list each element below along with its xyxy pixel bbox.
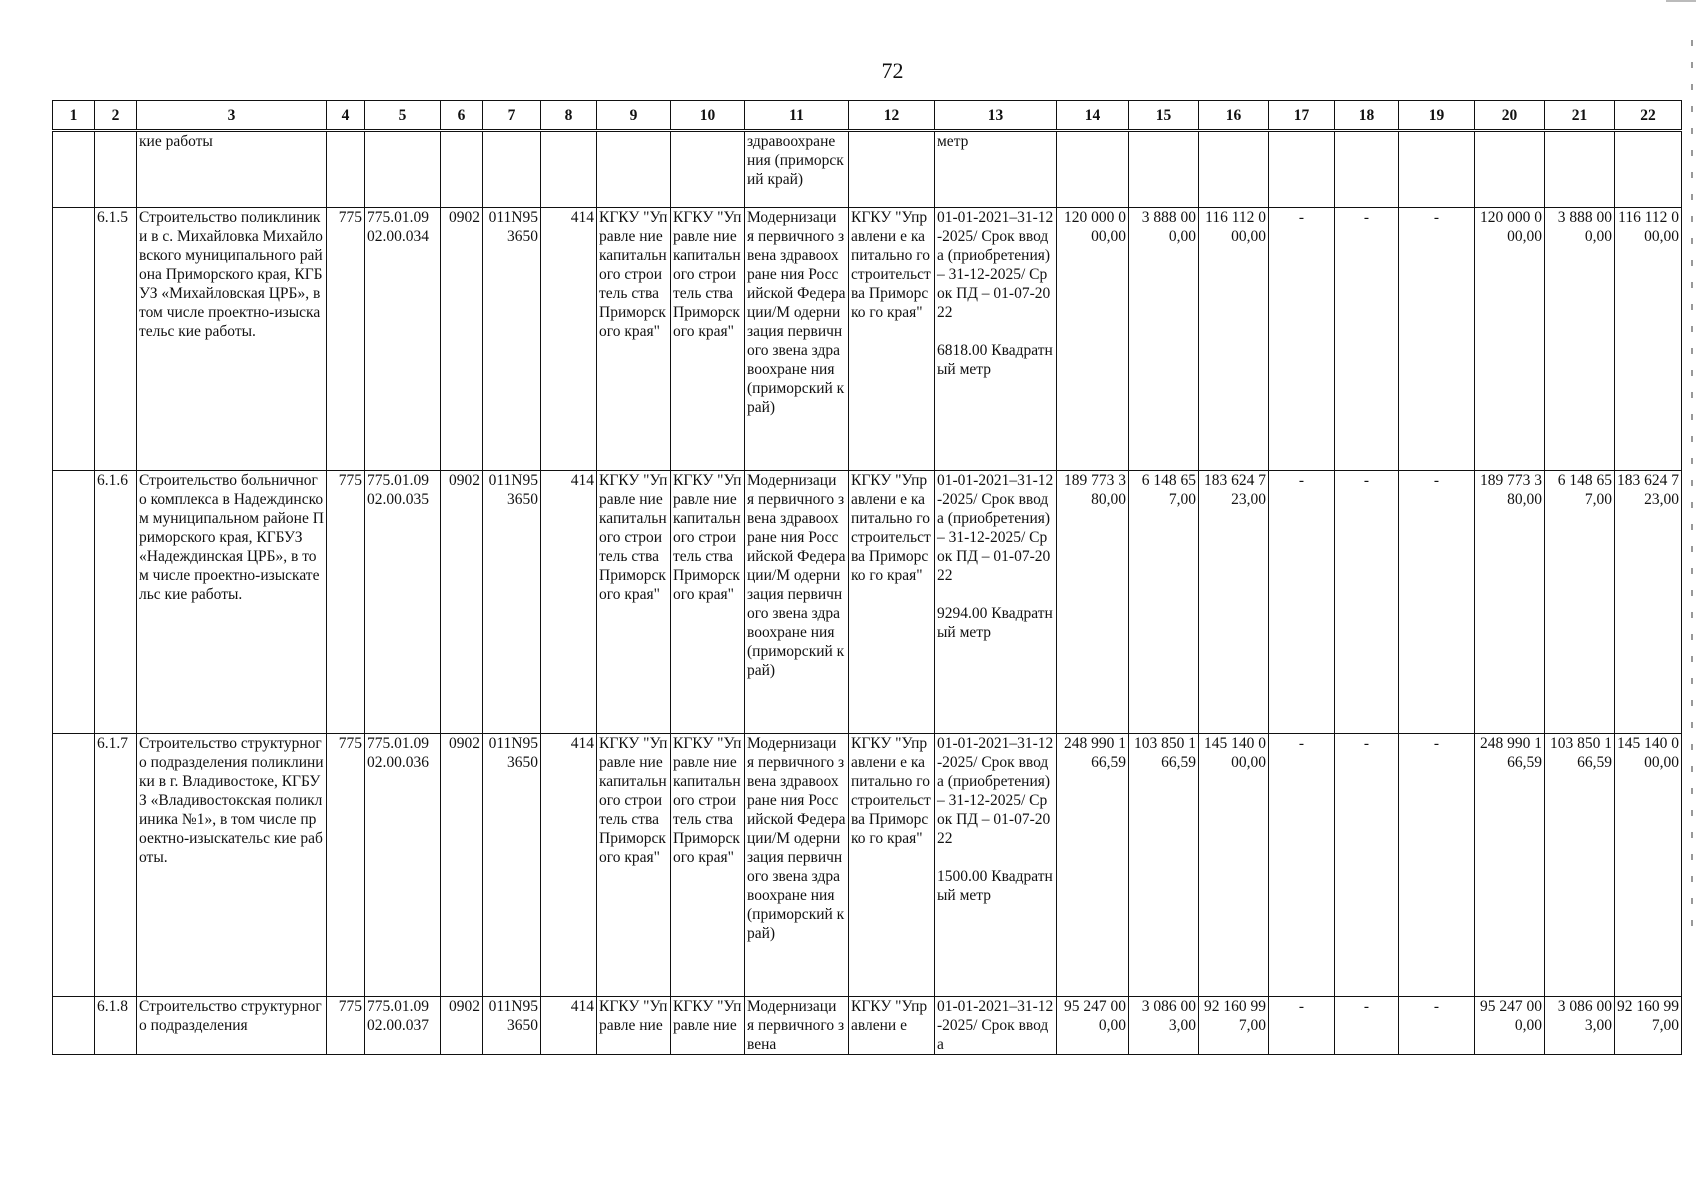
table-cell-col-9: КГКУ "Управле ние	[597, 997, 671, 1055]
table-cell-col-20: 120 000 000,00	[1475, 208, 1545, 471]
table-row	[53, 131, 1682, 208]
table-cell-col-22: 145 140 000,00	[1615, 734, 1682, 997]
table-cell-col-13: 01-01-2021–31-12-2025/ Срок ввода	[935, 997, 1057, 1055]
table-cell-col-18: -	[1335, 471, 1399, 734]
table-cell-col-13: метр	[935, 131, 1057, 208]
table-cell-col-20: 248 990 166,59	[1475, 734, 1545, 997]
table-cell-col-10: КГКУ "Управле ние капитальн ого строитель ства Приморск ого края"	[671, 208, 745, 471]
table-cell-col-20: 95 247 000,00	[1475, 997, 1545, 1055]
table-cell-col-6	[441, 131, 483, 208]
column-header: 9	[597, 101, 671, 131]
table-cell-col-5	[365, 131, 441, 208]
table-cell-col-7	[483, 131, 541, 208]
table-cell-col-13: 01-01-2021–31-12-2025/ Срок ввода (приобретения) – 31-12-2025/ Срок ПД – 01-07-2022 6818.00 Квадратный метр	[935, 208, 1057, 471]
table-cell-col-11: Модернизаци я первичного звена здравоохране ния Российской Федерации/М одернизация первичного звена здравоохране ния (приморский край)	[745, 734, 849, 997]
table-cell-col-8	[541, 131, 597, 208]
scan-edge-mark	[1691, 40, 1693, 940]
table-cell-col-2	[95, 131, 137, 208]
table-cell-col-21: 103 850 166,59	[1545, 734, 1615, 997]
table-cell-col-22: 92 160 997,00	[1615, 997, 1682, 1055]
table-cell-col-1	[53, 471, 95, 734]
table-cell-col-18: -	[1335, 208, 1399, 471]
table-cell-col-5: 775.01.09 02.00.037	[365, 997, 441, 1055]
table-cell-col-9: КГКУ "Управле ние капитальн ого строитель ства Приморск ого края"	[597, 734, 671, 997]
table-cell-col-8: 414	[541, 997, 597, 1055]
table-cell-col-22: 183 624 723,00	[1615, 471, 1682, 734]
column-header: 10	[671, 101, 745, 131]
table-cell-col-3: Строительство поликлиники в с. Михайловка Михайловского муниципального района Приморского края, КГБУЗ «Михайловская ЦРБ», в том числе проектно-изыскательс кие работы.	[137, 208, 327, 471]
table-row	[53, 997, 1682, 1055]
table-cell-col-8: 414	[541, 208, 597, 471]
table-cell-col-22	[1615, 131, 1682, 208]
table-cell-col-11: Модернизаци я первичного звена	[745, 997, 849, 1055]
column-header: 21	[1545, 101, 1615, 131]
table-cell-col-14: 248 990 166,59	[1057, 734, 1129, 997]
table-cell-col-6: 0902	[441, 997, 483, 1055]
column-header: 22	[1615, 101, 1682, 131]
table-cell-col-8: 414	[541, 734, 597, 997]
table-cell-col-2: 6.1.6	[95, 471, 137, 734]
table-cell-col-2: 6.1.5	[95, 208, 137, 471]
table-cell-col-16: 145 140 000,00	[1199, 734, 1269, 997]
table-cell-col-19: -	[1399, 471, 1475, 734]
table-cell-col-3: Строительство больничного комплекса в Надеждинском муниципальном районе Приморского края, КГБУЗ «Надеждинская ЦРБ», в том числе проектно-изыскательс кие работы.	[137, 471, 327, 734]
column-header: 3	[137, 101, 327, 131]
table-cell-col-20: 189 773 380,00	[1475, 471, 1545, 734]
table-cell-col-12: КГКУ "Управлени е	[849, 997, 935, 1055]
table-cell-col-1	[53, 734, 95, 997]
table-body	[53, 131, 1682, 1055]
column-header: 5	[365, 101, 441, 131]
data-table	[52, 100, 1682, 1055]
table-cell-col-15: 103 850 166,59	[1129, 734, 1199, 997]
table-cell-col-11: Модернизаци я первичного звена здравоохране ния Российской Федерации/М одернизация первичного звена здравоохране ния (приморский край)	[745, 208, 849, 471]
table-cell-col-14: 120 000 000,00	[1057, 208, 1129, 471]
table-cell-col-7: 011N95 3650	[483, 471, 541, 734]
table-cell-col-10: КГКУ "Управле ние капитальн ого строитель ства Приморск ого края"	[671, 734, 745, 997]
table-cell-col-4	[327, 131, 365, 208]
column-header: 17	[1269, 101, 1335, 131]
table-cell-col-4: 775	[327, 997, 365, 1055]
table-cell-col-18: -	[1335, 734, 1399, 997]
table-cell-col-18	[1335, 131, 1399, 208]
table-cell-col-19: -	[1399, 208, 1475, 471]
table-cell-col-20	[1475, 131, 1545, 208]
table-cell-col-8: 414	[541, 471, 597, 734]
table-cell-col-17: -	[1269, 208, 1335, 471]
table-cell-col-15: 3 888 000,00	[1129, 208, 1199, 471]
table-cell-col-6: 0902	[441, 208, 483, 471]
table-cell-col-17	[1269, 131, 1335, 208]
table-cell-col-12	[849, 131, 935, 208]
table-cell-col-6: 0902	[441, 471, 483, 734]
table-row	[53, 208, 1682, 471]
table-cell-col-14	[1057, 131, 1129, 208]
table-cell-col-13: 01-01-2021–31-12-2025/ Срок ввода (приобретения) – 31-12-2025/ Срок ПД – 01-07-2022 9294.00 Квадратный метр	[935, 471, 1057, 734]
table-cell-col-15: 3 086 003,00	[1129, 997, 1199, 1055]
column-header: 8	[541, 101, 597, 131]
table-cell-col-21: 3 888 000,00	[1545, 208, 1615, 471]
table-cell-col-7: 011N95 3650	[483, 997, 541, 1055]
table-cell-col-9: КГКУ "Управле ние капитальн ого строитель ства Приморск ого края"	[597, 208, 671, 471]
table-cell-col-9	[597, 131, 671, 208]
table-cell-col-13: 01-01-2021–31-12-2025/ Срок ввода (приобретения) – 31-12-2025/ Срок ПД – 01-07-2022 1500.00 Квадратный метр	[935, 734, 1057, 997]
column-header: 1	[53, 101, 95, 131]
table-cell-col-1	[53, 131, 95, 208]
table-cell-col-21: 6 148 657,00	[1545, 471, 1615, 734]
table-cell-col-14: 95 247 000,00	[1057, 997, 1129, 1055]
column-header: 4	[327, 101, 365, 131]
table-cell-col-12: КГКУ "Управлени е капитально го строительст ва Приморско го края"	[849, 208, 935, 471]
column-header: 13	[935, 101, 1057, 131]
table-cell-col-3: Строительство структурного подразделения	[137, 997, 327, 1055]
table-cell-col-1	[53, 997, 95, 1055]
table-cell-col-4: 775	[327, 208, 365, 471]
table-row	[53, 734, 1682, 997]
table-cell-col-4: 775	[327, 734, 365, 997]
table-cell-col-2: 6.1.7	[95, 734, 137, 997]
table-cell-col-16: 183 624 723,00	[1199, 471, 1269, 734]
table-cell-col-3: кие работы	[137, 131, 327, 208]
column-header: 18	[1335, 101, 1399, 131]
table-cell-col-5: 775.01.09 02.00.036	[365, 734, 441, 997]
column-header: 6	[441, 101, 483, 131]
table-cell-col-19: -	[1399, 734, 1475, 997]
table-cell-col-2: 6.1.8	[95, 997, 137, 1055]
table-cell-col-21: 3 086 003,00	[1545, 997, 1615, 1055]
table-cell-col-17: -	[1269, 997, 1335, 1055]
table-cell-col-4: 775	[327, 471, 365, 734]
table-cell-col-7: 011N95 3650	[483, 208, 541, 471]
column-header: 14	[1057, 101, 1129, 131]
table-cell-col-9: КГКУ "Управле ние капитальн ого строитель ства Приморск ого края"	[597, 471, 671, 734]
column-header: 16	[1199, 101, 1269, 131]
table-cell-col-22: 116 112 000,00	[1615, 208, 1682, 471]
table-cell-col-7: 011N95 3650	[483, 734, 541, 997]
table-cell-col-15	[1129, 131, 1199, 208]
table-header-row	[53, 101, 1682, 131]
table-cell-col-6: 0902	[441, 734, 483, 997]
table-cell-col-10	[671, 131, 745, 208]
table-cell-col-10: КГКУ "Управле ние	[671, 997, 745, 1055]
table-cell-col-19	[1399, 131, 1475, 208]
table-cell-col-5: 775.01.09 02.00.034	[365, 208, 441, 471]
table-cell-col-11: здравоохране ния (приморский край)	[745, 131, 849, 208]
column-header: 20	[1475, 101, 1545, 131]
table-cell-col-17: -	[1269, 734, 1335, 997]
table-cell-col-16: 92 160 997,00	[1199, 997, 1269, 1055]
table-cell-col-21	[1545, 131, 1615, 208]
table-cell-col-12: КГКУ "Управлени е капитально го строительст ва Приморско го края"	[849, 734, 935, 997]
column-header: 7	[483, 101, 541, 131]
table-cell-col-17: -	[1269, 471, 1335, 734]
table-cell-col-14: 189 773 380,00	[1057, 471, 1129, 734]
page-number: 72	[881, 58, 904, 83]
column-header: 19	[1399, 101, 1475, 131]
column-header: 15	[1129, 101, 1199, 131]
table-cell-col-5: 775.01.09 02.00.035	[365, 471, 441, 734]
column-header: 11	[745, 101, 849, 131]
table-cell-col-11: Модернизаци я первичного звена здравоохране ния Российской Федерации/М одернизация первичного звена здравоохране ния (приморский край)	[745, 471, 849, 734]
table-cell-col-19: -	[1399, 997, 1475, 1055]
table-cell-col-10: КГКУ "Управле ние капитальн ого строитель ства Приморск ого края"	[671, 471, 745, 734]
table-cell-col-15: 6 148 657,00	[1129, 471, 1199, 734]
table-cell-col-3: Строительство структурного подразделения поликлиники в г. Владивостоке, КГБУЗ «Владивостокская поликлиника №1», в том числе проектно-изыскательс кие работы.	[137, 734, 327, 997]
table-row	[53, 471, 1682, 734]
column-header: 12	[849, 101, 935, 131]
table-cell-col-16	[1199, 131, 1269, 208]
column-header: 2	[95, 101, 137, 131]
table-cell-col-12: КГКУ "Управлени е капитально го строительст ва Приморско го края"	[849, 471, 935, 734]
table-cell-col-16: 116 112 000,00	[1199, 208, 1269, 471]
scan-edge-mark	[1666, 0, 1696, 2]
table-cell-col-1	[53, 208, 95, 471]
table-cell-col-18: -	[1335, 997, 1399, 1055]
